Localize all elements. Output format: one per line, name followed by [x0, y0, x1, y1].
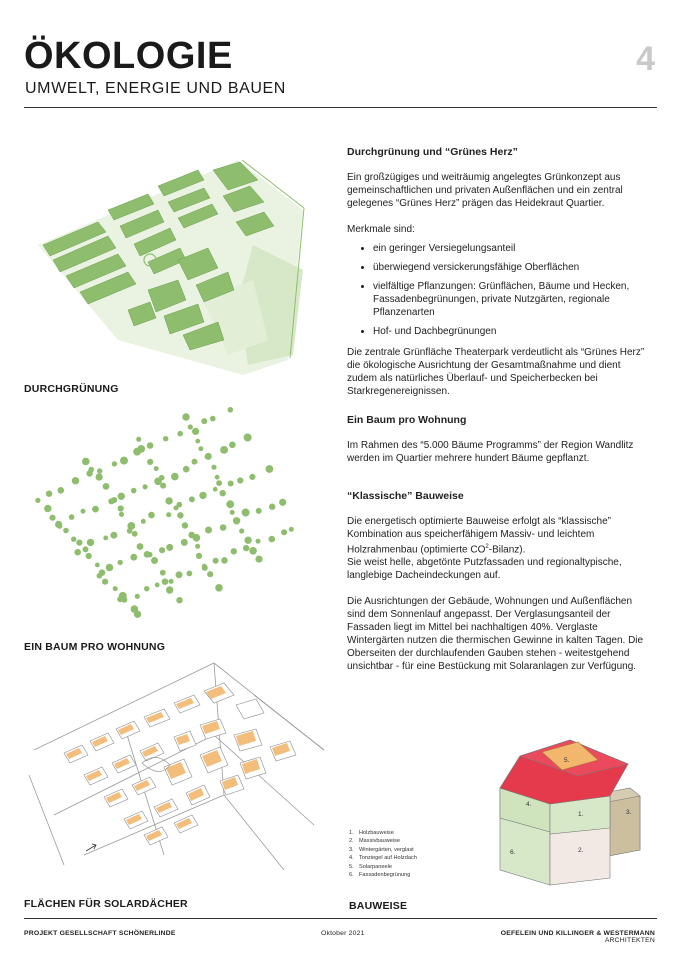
- tree-dot: [102, 579, 108, 585]
- tree-dot: [72, 477, 79, 484]
- tree-dot: [192, 459, 198, 465]
- tree-dot: [182, 522, 188, 528]
- tree-dot: [243, 545, 249, 551]
- tree-dot: [266, 465, 274, 473]
- page-title: ÖKOLOGIE: [24, 35, 233, 77]
- footer-architects-name: OEFELEIN UND KILLINGER & WESTERMANN: [500, 930, 655, 937]
- durchgruenung-label: DURCHGRÜNUNG: [24, 383, 119, 395]
- tree-dot: [220, 490, 226, 496]
- tree-dot: [188, 532, 195, 539]
- building-label-6: 6.: [510, 849, 516, 856]
- tree-dot: [237, 477, 243, 483]
- tree-dot: [234, 518, 240, 524]
- legend-item: 3. Wintergärten, verglast: [349, 846, 414, 853]
- tree-dot: [154, 466, 159, 471]
- bauweise-legend: [349, 829, 417, 879]
- section-baum-body: Im Rahmen des “5.000 Bäume Programms” der Region Wandlitz werden im Quartier mehrere hundert Bäume gepflanzt.: [347, 440, 634, 464]
- tree-dot: [159, 475, 165, 481]
- building-label-5: 5.: [564, 757, 570, 764]
- tree-dot: [183, 466, 190, 473]
- tree-dot: [160, 483, 166, 489]
- tree-dot: [81, 509, 86, 514]
- section-durchgruenung-intro: Ein großzügiges und weiträumig angelegtes Grünkonzept aus gemeinschaftlichen und privaten Außenflächen und ein zentral gelegenes “Grünes Herz” prägen das Heidekraut Quartier.: [347, 172, 623, 209]
- tree-dot: [96, 474, 103, 481]
- tree-dot: [112, 461, 117, 466]
- tree-dot: [216, 480, 222, 486]
- tree-dot: [177, 512, 183, 518]
- section-bauweise-p1: Die energetisch optimierte Bauweise erfolgt als “klassische” Kombination aus speicherfähigem Massiv- und leichtem Holzrahmenbau (optimierte $CO^2-Bilanz$). Sie weist helle, abgetönte Putzfassaden und regionaltypische, langlebige Dacheindeckungen auf.: [347, 516, 622, 582]
- building-axonometric: [460, 730, 660, 900]
- tree-dot: [176, 571, 183, 578]
- tree-dot: [137, 445, 145, 453]
- tree-dot: [136, 437, 141, 442]
- tree-dot: [196, 553, 202, 559]
- tree-dot: [211, 465, 216, 470]
- tree-dot: [103, 536, 108, 541]
- tree-dot: [118, 505, 124, 511]
- footer-architects-sub: ARCHITEKTEN: [604, 937, 655, 944]
- merkmale-list: [347, 242, 647, 338]
- tree-dot: [160, 570, 166, 576]
- page-number: 4: [636, 40, 655, 78]
- tree-dot: [195, 439, 200, 444]
- tree-dot: [111, 497, 117, 503]
- tree-dot: [201, 418, 207, 424]
- building-label-2: 2.: [578, 847, 584, 854]
- legend-item: 5. Solarpaneele: [349, 863, 392, 870]
- tree-dot: [205, 454, 211, 460]
- merkmale-label: Merkmale sind:: [347, 224, 415, 235]
- tree-dot: [242, 509, 250, 517]
- tree-dot: [174, 505, 179, 510]
- tree-dot: [74, 549, 81, 556]
- tree-dot: [99, 569, 106, 576]
- tree-dot: [86, 553, 92, 559]
- tree-dot: [269, 536, 276, 543]
- section-durchgruenung-heading: Durchgrünung und “Grünes Herz”: [347, 146, 518, 158]
- section-bauweise-heading: “Klassische” Bauweise: [347, 490, 464, 502]
- tree-dot: [141, 519, 146, 524]
- tree-dot: [256, 508, 262, 514]
- tree-dot: [63, 528, 69, 534]
- tree-dot: [226, 500, 234, 508]
- tree-dot: [147, 442, 154, 449]
- tree-dot: [213, 558, 219, 564]
- tree-dot: [230, 510, 235, 515]
- tree-dot: [171, 473, 179, 481]
- tree-dot: [207, 571, 213, 577]
- solar-roof-plan: [24, 655, 334, 895]
- tree-dot: [132, 531, 138, 537]
- list-item: • Hof- und Dachbegrünungen: [373, 325, 647, 338]
- tree-dot: [159, 547, 165, 553]
- tree-dot: [127, 522, 135, 530]
- tree-dot: [188, 424, 193, 429]
- tree-dot: [147, 459, 153, 465]
- footer-project: PROJEKT GESELLSCHAFT SCHÖNERLINDE: [24, 930, 176, 937]
- solar-label: FLÄCHEN FÜR SOLARDÄCHER: [24, 898, 188, 910]
- legend-item: 2. Massivbauweise: [349, 838, 401, 845]
- tree-plan: [28, 400, 328, 630]
- tree-dot: [118, 560, 123, 565]
- tree-dot: [189, 496, 195, 502]
- tree-dot: [215, 584, 223, 592]
- tree-dot: [289, 527, 294, 532]
- tree-dot: [279, 499, 286, 506]
- legend-item: 1. Holzbauweise: [349, 830, 394, 836]
- section-bauweise: [347, 490, 647, 673]
- section-durchgruenung-closing: Die zentrale Grünfläche Theaterpark verdeutlicht als “Grünes Herz” die ökologische Ausrichtung der Gesamtmaßnahme und dient zudem als natürliches Überlauf- und Speicherbecken bei Starkregenereignissen.: [347, 347, 645, 397]
- tree-dot: [49, 515, 55, 521]
- tree-dot: [46, 491, 52, 497]
- footer-divider: [24, 918, 657, 919]
- tree-dot: [256, 539, 261, 544]
- tree-dot: [221, 557, 228, 564]
- tree-dot: [120, 457, 128, 465]
- tree-dot: [176, 597, 182, 603]
- baum-label: EIN BAUM PRO WOHNUNG: [24, 641, 166, 653]
- legend-item: 6. Fassadenbegrünung: [349, 872, 411, 879]
- tree-dot: [82, 458, 90, 466]
- tree-dot: [163, 436, 168, 441]
- tree-dot: [166, 544, 173, 551]
- tree-dot: [244, 434, 252, 442]
- tree-dot: [103, 483, 110, 490]
- tree-dot: [202, 564, 207, 569]
- tree-dot: [106, 564, 114, 572]
- footer-date: Oktober 2021: [321, 930, 365, 937]
- tree-dot: [58, 487, 65, 494]
- tree-dot: [229, 442, 236, 449]
- tree-dot: [269, 504, 275, 510]
- tree-dot: [71, 537, 76, 542]
- tree-dot: [76, 540, 82, 546]
- tree-dot: [119, 512, 124, 517]
- footer-architects: [501, 930, 655, 944]
- tree-dot: [169, 579, 174, 584]
- tree-dot: [181, 539, 188, 546]
- building-label-1: 1.: [578, 811, 584, 818]
- tree-dot: [244, 537, 251, 544]
- tree-dot: [57, 524, 62, 529]
- tree-dot: [135, 594, 140, 599]
- legend-item: 4. Tonziegel auf Holzdach: [349, 855, 417, 862]
- tree-dot: [87, 539, 94, 546]
- tree-dot: [151, 557, 158, 564]
- tree-dot: [147, 552, 153, 558]
- tree-dot: [44, 505, 51, 512]
- tree-dot: [143, 484, 148, 489]
- building-label-4: 4.: [526, 801, 532, 808]
- tree-dot: [231, 548, 237, 554]
- tree-dot: [249, 474, 255, 480]
- tree-dot: [155, 583, 160, 588]
- tree-dot: [69, 514, 75, 520]
- section-bauweise-p2: Die Ausrichtungen der Gebäude, Wohnungen und Außenflächen sind dem Sonnenlauf angepasst. Der Verglasungsanteil der Fassaden liegt im Mittel bei nachhaltigen 40%. Verglaste Wintergärten nutzen die thermischen Gewinne in kalten Tagen. Die Oberseiten der durchlaufenden Gauben stehen - weitestgehend unsichtbar - für eine Bestückung mit Solaranlagen zur Verfügung.: [347, 596, 644, 673]
- header-divider: [24, 107, 657, 108]
- tree-dot: [113, 586, 118, 591]
- tree-dot: [220, 446, 228, 454]
- tree-dot: [92, 506, 99, 513]
- list-item: • überwiegend versickerungsfähige Oberflächen: [373, 261, 647, 274]
- building-label-3: 3.: [626, 809, 632, 816]
- tree-dot: [220, 524, 227, 531]
- tree-dot: [177, 431, 183, 437]
- list-item: • ein geringer Versiegelungsanteil: [373, 242, 647, 255]
- durchgruenung-plan: [28, 150, 328, 380]
- tree-dot: [215, 475, 220, 480]
- tree-dot: [137, 543, 144, 550]
- tree-dot: [249, 547, 257, 555]
- tree-dot: [35, 498, 40, 503]
- tree-dot: [88, 467, 94, 473]
- tree-dot: [213, 487, 218, 492]
- tree-dot: [239, 528, 244, 533]
- tree-dot: [134, 611, 141, 618]
- section-durchgruenung: [347, 146, 647, 398]
- bauweise-label: BAUWEISE: [349, 900, 408, 912]
- tree-dot: [182, 413, 189, 420]
- tree-dot: [95, 563, 100, 568]
- tree-dot: [228, 407, 234, 413]
- tree-dot: [166, 586, 173, 593]
- tree-dot: [192, 428, 199, 435]
- tree-dot: [130, 554, 137, 561]
- tree-dot: [281, 529, 287, 535]
- tree-dot: [118, 493, 125, 500]
- tree-dot: [199, 492, 206, 499]
- tree-dot: [198, 446, 203, 451]
- tree-dot: [144, 586, 149, 591]
- tree-dot: [195, 544, 200, 549]
- tree-dot: [255, 556, 262, 563]
- tree-dot: [210, 416, 216, 422]
- section-baum-heading: Ein Baum pro Wohnung: [347, 414, 467, 426]
- tree-dot: [97, 468, 102, 473]
- tree-dot: [83, 546, 89, 552]
- list-item: • vielfältige Pflanzungen: Grünflächen, Bäume und Hecken, Fassadenbegrünungen, private Nutzgärten, regionale Pflanzenarten: [373, 280, 647, 319]
- tree-dot: [165, 497, 172, 504]
- tree-dot: [110, 532, 117, 539]
- tree-dot: [166, 512, 171, 517]
- tree-dot: [148, 512, 155, 519]
- tree-dot: [228, 481, 234, 487]
- tree-dot: [121, 597, 127, 603]
- page-subtitle: UMWELT, ENERGIE UND BAUEN: [25, 80, 286, 97]
- section-baum: [347, 414, 647, 465]
- tree-dot: [205, 527, 212, 534]
- tree-dot: [187, 571, 193, 577]
- tree-dot: [131, 488, 137, 494]
- tree-dot: [162, 578, 169, 585]
